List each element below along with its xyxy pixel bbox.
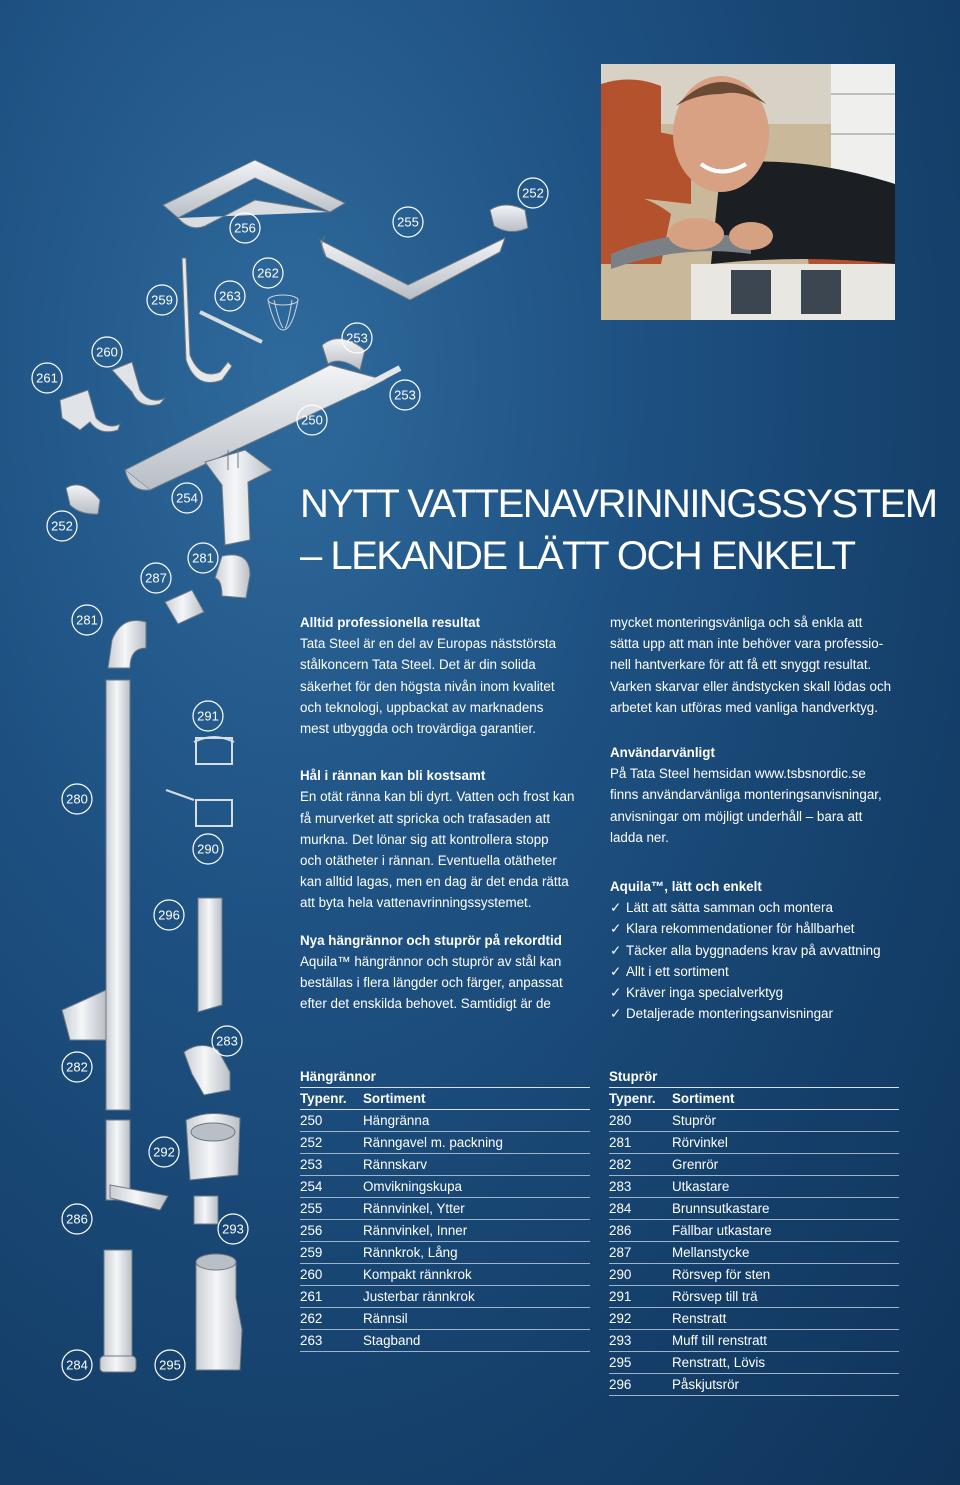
- diagram-label: 296: [158, 907, 180, 923]
- section-leaks: [300, 765, 600, 913]
- leaf-catcher-part: [186, 1113, 240, 1224]
- body-line: få murverket att spricka och trafasaden att: [300, 810, 551, 826]
- spout-part: [184, 1045, 230, 1095]
- checkmark-icon: ✓: [610, 963, 622, 979]
- diagram-label: 286: [66, 1211, 88, 1227]
- column-header: Typenr.: [300, 1091, 347, 1106]
- type-number: 286: [609, 1223, 632, 1238]
- type-number: 284: [609, 1201, 632, 1216]
- body-line: och otätheter i rännan. Eventuella otätheter: [300, 853, 557, 869]
- outlet-part: [205, 448, 272, 545]
- product-name: Muff till renstratt: [672, 1333, 768, 1348]
- product-name: Renstratt: [672, 1311, 727, 1326]
- table-row: [609, 1110, 899, 1132]
- page-subtitle: – LEKANDE LÄTT OCH ENKELT: [300, 534, 855, 578]
- table-row: [300, 1286, 590, 1308]
- section-intro-continued: [610, 612, 930, 718]
- gutter-corner-inner-part: [163, 160, 345, 228]
- leaf-catcher-lovis-part: [196, 1254, 242, 1370]
- section-heading: Nya hängrännor och stuprör på rekordtid: [300, 932, 562, 948]
- diagram-label: 287: [145, 570, 167, 586]
- product-name: Rännvinkel, Inner: [363, 1223, 468, 1238]
- table-row: [609, 1264, 899, 1286]
- table-row: [609, 1286, 899, 1308]
- feature-text: Kräver inga specialverktyg: [626, 985, 784, 1001]
- table-row: [300, 1308, 590, 1330]
- strap-part: [200, 312, 262, 342]
- table-row: [609, 1198, 899, 1220]
- diagram-label: 256: [234, 220, 256, 236]
- table-row: [300, 1242, 590, 1264]
- pipe-bracket-stone-part: [166, 790, 232, 826]
- body-line: sätta upp att man inte behöver vara professio-: [610, 636, 884, 652]
- text-column-2: [610, 612, 930, 1024]
- diagram-label: 262: [257, 265, 279, 281]
- product-name: Mellanstycke: [672, 1245, 750, 1260]
- section-heading: Alltid professionella resultat: [300, 615, 481, 630]
- pipe-bend-upper-part: [215, 555, 250, 598]
- diagram-label: 284: [66, 1357, 88, 1373]
- product-name: Rännskarv: [363, 1157, 428, 1172]
- product-name: Kompakt rännkrok: [363, 1267, 472, 1282]
- diagram-label: 254: [176, 490, 198, 506]
- body-line: Tata Steel är en del av Europas näststörsta: [300, 636, 557, 652]
- worker-installing-gutter-photo: [601, 64, 895, 320]
- checkmark-icon: ✓: [610, 1006, 622, 1022]
- diagram-label: 252: [51, 518, 73, 534]
- type-number: 281: [609, 1135, 632, 1150]
- table-row: [609, 1308, 899, 1330]
- table-caption: Stuprör: [609, 1066, 899, 1088]
- table-row: [609, 1374, 899, 1396]
- product-name: Rörsvep till trä: [672, 1289, 758, 1304]
- push-on-pipe-part: [198, 898, 222, 1012]
- diagram-label: 252: [522, 185, 544, 201]
- product-name: Ränngavel m. packning: [363, 1135, 503, 1150]
- body-line: nell hantverkare för att få ett snyggt resultat.: [610, 657, 872, 673]
- product-name: Stuprör: [672, 1113, 716, 1128]
- body-line: Varken skarvar eller ändstycken skall lödas och: [610, 678, 892, 694]
- type-number: 296: [609, 1377, 632, 1392]
- diagram-label: 293: [222, 1221, 244, 1237]
- product-name: Omvikningskupa: [363, 1179, 462, 1194]
- body-line: att byta hela vattenavrinningssystemet.: [300, 895, 532, 911]
- product-name: Hängränna: [363, 1113, 430, 1128]
- section-user-friendly: [610, 742, 930, 848]
- feature-text: Detaljerade monteringsanvisningar: [626, 1006, 833, 1022]
- body-line: efter det enskilda behovet. Samtidigt är de: [300, 996, 551, 1012]
- feature-text: Täcker alla byggnadens krav på avvattning: [626, 942, 881, 958]
- table-row: [300, 1154, 590, 1176]
- product-name: Påskjutsrör: [672, 1377, 739, 1392]
- type-number: 259: [300, 1245, 323, 1260]
- body-line: anvisningar om möjligt underhåll – bara att: [610, 808, 863, 824]
- body-line: mest utbyggda och trovärdiga garantier.: [300, 721, 536, 737]
- gutter-corner-outer-part: [320, 236, 505, 300]
- body-line: beställas i flera längder och färger, anpassat: [300, 975, 563, 991]
- checkmark-icon: ✓: [610, 985, 622, 1001]
- table-header-row: [300, 1088, 590, 1110]
- body-line: finns användarvänliga monteringsanvisningar,: [610, 787, 882, 803]
- product-name: Fällbar utkastare: [672, 1223, 772, 1238]
- diagram-label: 253: [346, 330, 368, 346]
- product-name: Rännkrok, Lång: [363, 1245, 458, 1260]
- product-name: Utkastare: [672, 1179, 730, 1194]
- diagram-label: 283: [216, 1033, 238, 1049]
- feature-text: Allt i ett sortiment: [626, 963, 729, 979]
- pipe-bracket-wood-part: [194, 737, 234, 764]
- table-row: [300, 1176, 590, 1198]
- diagram-label: 290: [197, 841, 219, 857]
- feature-item: [610, 940, 930, 961]
- body-line: murkna. Det lönar sig att kontrollera stopp: [300, 831, 549, 847]
- table-row: [300, 1110, 590, 1132]
- gutters-table: [300, 1066, 590, 1352]
- product-name: Grenrör: [672, 1157, 719, 1172]
- table-row: [609, 1132, 899, 1154]
- type-number: 283: [609, 1179, 632, 1194]
- body-line: En otät ränna kan bli dyrt. Vatten och frost kan: [300, 789, 575, 805]
- type-number: 292: [609, 1311, 632, 1326]
- product-name: Rörvinkel: [672, 1135, 728, 1150]
- type-number: 263: [300, 1333, 323, 1348]
- worker-photo: [601, 64, 895, 320]
- table-row: [609, 1176, 899, 1198]
- diagram-label: 291: [197, 708, 219, 724]
- table-row: [609, 1330, 899, 1352]
- checkmark-icon: ✓: [610, 921, 622, 937]
- feature-item: [610, 897, 930, 918]
- type-number: 253: [300, 1157, 323, 1172]
- feature-text: Lätt att sätta samman och montera: [626, 900, 833, 916]
- gutter-hooks-compact-part: [60, 362, 165, 432]
- table-row: [609, 1352, 899, 1374]
- body-line: kan alltid lagas, men en dag är det enda rätta: [300, 874, 569, 890]
- body-line: arbetet kan utföras med vanliga handverktyg.: [610, 699, 878, 715]
- body-line: stålkoncern Tata Steel. Det är din solida: [300, 657, 536, 673]
- product-name: Justerbar rännkrok: [363, 1289, 475, 1304]
- type-number: 280: [609, 1113, 632, 1128]
- feature-item: [610, 1003, 930, 1024]
- table-row: [609, 1154, 899, 1176]
- table-caption: Hängrännor: [300, 1066, 590, 1088]
- gutter-hook-long-part: [182, 258, 232, 383]
- table-row: [300, 1264, 590, 1286]
- table-header-row: [609, 1088, 899, 1110]
- gutter-end-cap-part: [490, 205, 528, 232]
- downpipes-table: [609, 1066, 899, 1396]
- feature-list: [610, 897, 930, 1024]
- column-header: Sortiment: [672, 1091, 735, 1106]
- product-name: Rörsvep för sten: [672, 1267, 771, 1282]
- pipe-bend-lower-part: [108, 620, 146, 668]
- type-number: 254: [300, 1179, 323, 1194]
- type-number: 282: [609, 1157, 632, 1172]
- body-line: mycket monteringsvänliga och så enkla att: [610, 615, 863, 630]
- column-header: Typenr.: [609, 1091, 656, 1106]
- type-number: 291: [609, 1289, 632, 1304]
- checkmark-icon: ✓: [610, 900, 622, 916]
- type-number: 250: [300, 1113, 323, 1128]
- section-aquila: [610, 876, 930, 1024]
- feature-item: [610, 918, 930, 939]
- diagram-label: 280: [66, 791, 88, 807]
- table-row: [300, 1220, 590, 1242]
- type-number: 256: [300, 1223, 323, 1238]
- gutter-end-cap-left-part: [66, 485, 100, 514]
- diagram-label: 281: [76, 612, 98, 628]
- section-heading: Användarvänligt: [610, 745, 715, 761]
- diagram-label: 292: [153, 1144, 175, 1160]
- product-name: Rännvinkel, Ytter: [363, 1201, 465, 1216]
- product-name: Renstratt, Lövis: [672, 1355, 766, 1370]
- section-heading: Hål i rännan kan bli kostsamt: [300, 768, 486, 784]
- body-line: och teknologi, uppbackat av marknadens: [300, 699, 544, 715]
- section-new-gutters: [300, 930, 600, 1015]
- body-line: Aquila™ hängrännor och stuprör av stål kan: [300, 953, 562, 969]
- type-number: 261: [300, 1289, 323, 1304]
- diagram-label: 263: [219, 288, 241, 304]
- section-professional: [300, 612, 600, 739]
- table-row: [300, 1330, 590, 1352]
- product-name: Rännsil: [363, 1311, 408, 1326]
- feature-text: Klara rekommendationer för hållbarhet: [626, 921, 855, 937]
- diagram-label: 261: [36, 370, 58, 386]
- product-name: Stagband: [363, 1333, 421, 1348]
- text-column-1: [300, 612, 600, 1028]
- type-number: 293: [609, 1333, 632, 1348]
- type-number: 252: [300, 1135, 323, 1150]
- diagram-label: 260: [96, 344, 118, 360]
- type-number: 290: [609, 1267, 632, 1282]
- table-row: [609, 1220, 899, 1242]
- type-number: 295: [609, 1355, 632, 1370]
- gutter-strainer-part: [268, 295, 298, 330]
- feature-item: [610, 961, 930, 982]
- body-line: På Tata Steel hemsidan www.tsbsnordic.se: [610, 766, 866, 782]
- intermediate-piece-part: [165, 590, 204, 624]
- type-number: 255: [300, 1201, 323, 1216]
- diagram-label: 255: [397, 214, 419, 230]
- checkmark-icon: ✓: [610, 942, 622, 958]
- section-heading: Aquila™, lätt och enkelt: [610, 879, 762, 895]
- diagram-label: 282: [66, 1059, 88, 1075]
- type-number: 287: [609, 1245, 632, 1260]
- column-header: Sortiment: [363, 1091, 426, 1106]
- type-number: 260: [300, 1267, 323, 1282]
- product-name: Brunnsutkastare: [672, 1201, 770, 1216]
- diagram-label: 281: [192, 550, 214, 566]
- diagram-label: 259: [151, 292, 173, 308]
- feature-item: [610, 982, 930, 1003]
- table-row: [300, 1132, 590, 1154]
- diagram-label: 250: [301, 412, 323, 428]
- body-line: ladda ner.: [610, 829, 669, 845]
- type-number: 262: [300, 1311, 323, 1326]
- diagram-label: 295: [159, 1357, 181, 1373]
- table-row: [300, 1198, 590, 1220]
- page-title: NYTT VATTENAVRINNINGSSYSTEM: [300, 482, 937, 526]
- body-line: säkerhet för den högsta nivån inom kvalitet: [300, 678, 555, 694]
- table-row: [609, 1242, 899, 1264]
- diagram-label: 253: [394, 387, 416, 403]
